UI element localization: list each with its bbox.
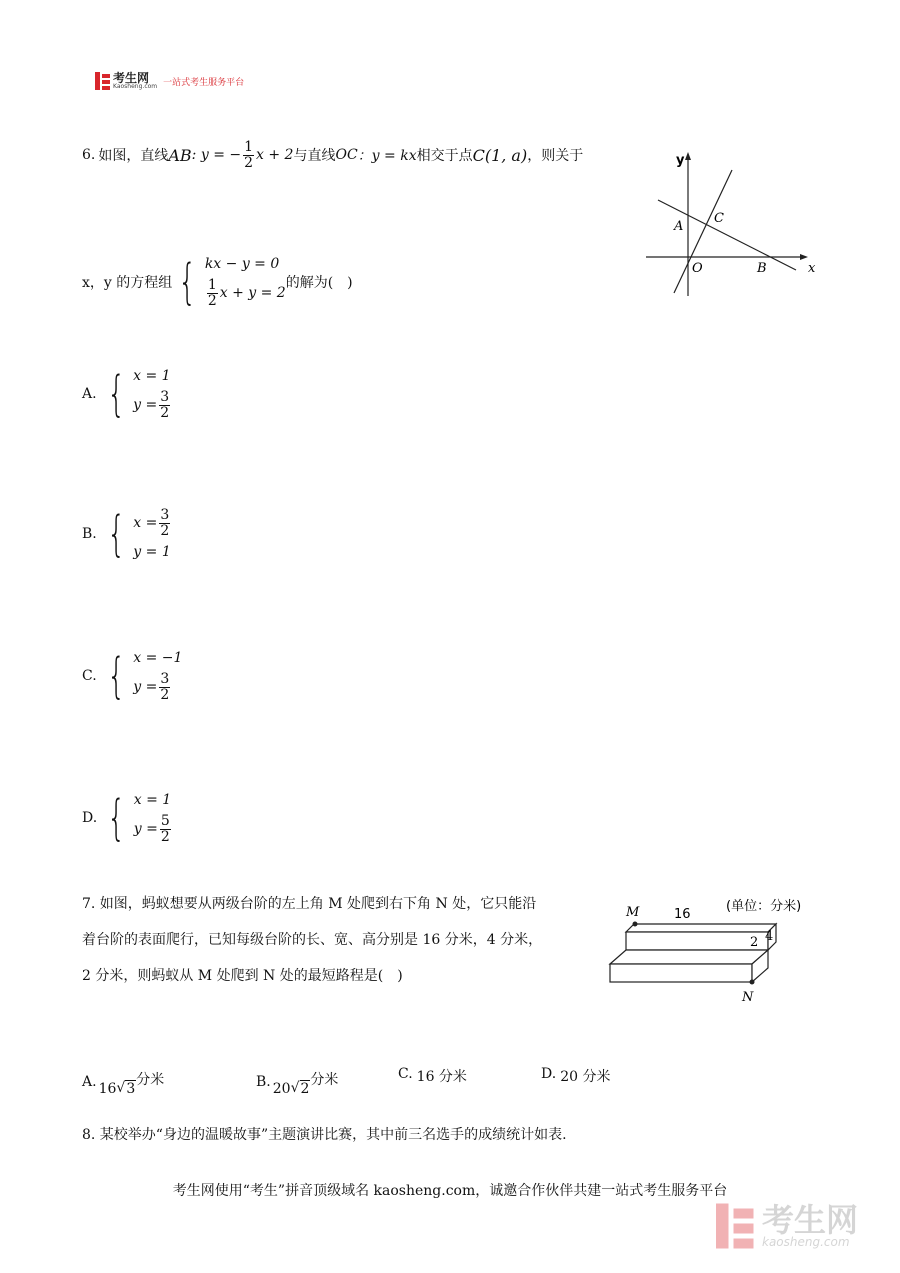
- footer-text: 考生网使用“考生”拼音顶级域名 kaosheng.com，诚邀合作伙伴共建一站式考生服务平台: [172, 1183, 728, 1199]
- logo-text-en: Kaosheng.com: [113, 83, 158, 90]
- q6-intro: 如图，直线: [98, 148, 169, 165]
- q6-line1: [82, 140, 583, 170]
- q6-mid: 与直线: [293, 148, 336, 165]
- q6-number: 6.: [82, 147, 96, 164]
- fig-width-label: 4: [765, 929, 774, 944]
- q6-option-b[interactable]: B. { x = $\frac{3}{2}$ y = 1: [82, 506, 171, 563]
- q6-eq2: ：y = kx: [357, 148, 417, 165]
- watermark: [716, 1202, 858, 1250]
- header-logo: [95, 72, 244, 90]
- option-label: A.: [82, 386, 97, 403]
- q6-half-fraction: $\frac{1}{2}$: [244, 139, 254, 171]
- option-label: D.: [82, 810, 98, 827]
- q7-line3: 2 分米，则蚂蚁从 M 处爬到 N 处的最短路程是( ): [82, 968, 403, 984]
- option-label: C.: [398, 1066, 413, 1082]
- fig-o-label: O: [692, 261, 703, 276]
- watermark-en: kaosheng.com: [762, 1235, 850, 1249]
- q7-option-b[interactable]: B. 20 √ 2 分米: [256, 1071, 339, 1097]
- q6-end: ，则关于: [527, 148, 584, 165]
- q7-option-a[interactable]: A. 16 √ 3 分米: [82, 1071, 165, 1097]
- q6-option-d[interactable]: D. { x = 1 y = $\frac{5}{2}$: [82, 790, 172, 847]
- point-n: [750, 980, 755, 985]
- line-ab: [658, 200, 796, 270]
- option-label: B.: [256, 1073, 271, 1090]
- fig-x-label: x: [808, 261, 816, 276]
- q6-ab: AB: [168, 145, 192, 165]
- option-label: B.: [82, 526, 97, 543]
- q7-line1: 7. 如图，蚂蚁想要从两级台阶的左上角 M 处爬到右下角 N 处，它只能沿: [82, 896, 537, 912]
- y-axis: [685, 152, 691, 296]
- q8-text: 8. 某校举办“身边的温暖故事”主题演讲比赛，其中前三名选手的成绩统计如表.: [82, 1127, 567, 1143]
- q6-line2: [82, 254, 353, 311]
- left-brace: {: [178, 254, 197, 311]
- fig-c-label: C: [714, 211, 724, 226]
- q6-eq1-right: x + 2: [256, 147, 294, 164]
- option-label: C.: [82, 668, 97, 685]
- logo-slogan: 一站式考生服务平台: [163, 77, 245, 88]
- q6-eq1-left: : y = −: [191, 147, 242, 164]
- q6-option-c[interactable]: C. { x = −1 y = $\frac{3}{2}$: [82, 648, 183, 705]
- fig-n-label: N: [742, 990, 754, 1005]
- lower-step: [610, 950, 768, 982]
- q6-line2-pre: x，y 的方程组: [82, 275, 173, 292]
- q6-oc: OC: [335, 147, 358, 164]
- q6-point: C(1, a): [472, 145, 528, 165]
- fig-b-label: B: [757, 261, 767, 276]
- fig-y-label: y: [676, 153, 685, 168]
- q6-sys-line1: kx − y = 0: [204, 256, 280, 272]
- fig-unit-label: (单位：分米): [726, 899, 802, 914]
- fig-height-label: 2: [750, 935, 759, 950]
- option-label: D.: [541, 1066, 557, 1082]
- sqrt-sign: √ 3: [116, 1080, 136, 1097]
- logo-text-cn: 考生网: [113, 71, 150, 85]
- q7-text: [82, 886, 602, 994]
- q6-sys-fraction: $\frac{1}{2}$: [207, 277, 217, 309]
- option-label: A.: [82, 1073, 97, 1090]
- q7-staircase-figure: [604, 894, 826, 1006]
- fig-a-label: A: [674, 219, 684, 234]
- kaosheng-logo-icon: [95, 72, 111, 90]
- sqrt-sign: √ 2: [290, 1080, 310, 1097]
- q7-option-c[interactable]: C. 16 分米: [398, 1066, 467, 1085]
- q6-equation-system: [172, 254, 286, 311]
- q6-tail: 相交于点: [416, 148, 473, 165]
- q6-sys-line2: $\frac{1}{2}$ x + y = 2: [207, 277, 286, 309]
- fig-length-label: 16: [674, 907, 691, 922]
- watermark-logo-icon: [716, 1202, 756, 1250]
- x-axis: [646, 254, 808, 260]
- q7-line2: 着台阶的表面爬行，已知每级台阶的长、宽、高分别是 16 分米，4 分米，: [82, 932, 543, 948]
- watermark-cn: 考生网: [762, 1201, 859, 1239]
- q6-line2-post: 的解为( ): [285, 275, 353, 292]
- fig-m-label: M: [626, 905, 640, 920]
- point-m: [633, 922, 638, 927]
- q6-option-a[interactable]: A. { x = 1 y = $\frac{3}{2}$: [82, 366, 171, 423]
- q7-option-d[interactable]: D. 20 分米: [541, 1066, 611, 1085]
- q6-line-figure: [640, 148, 820, 298]
